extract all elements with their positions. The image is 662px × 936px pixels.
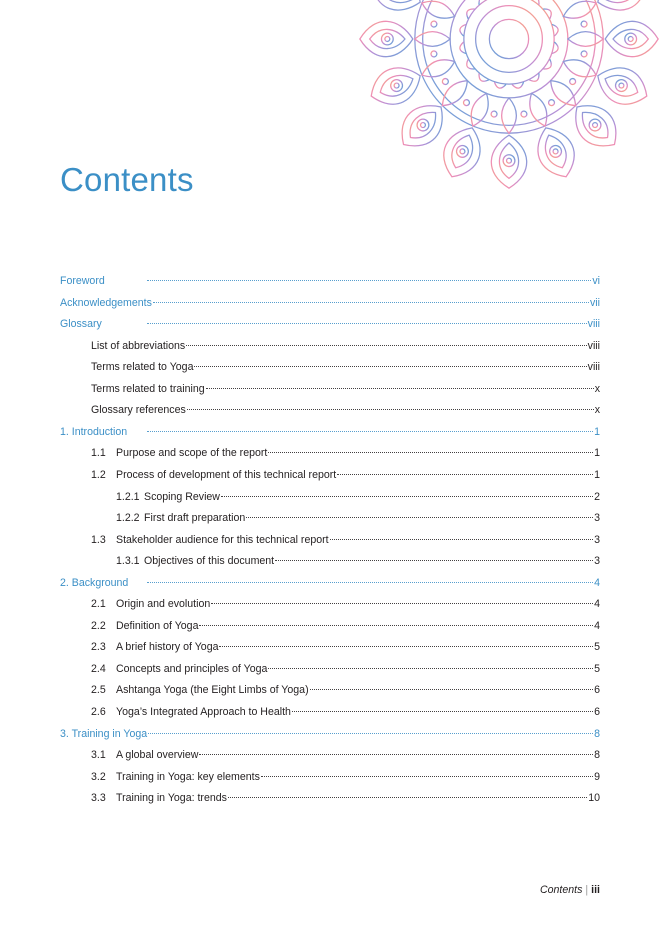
toc-dot-leader xyxy=(221,496,593,497)
toc-entry-label: Yoga’s Integrated Approach to Health xyxy=(116,706,291,718)
toc-entry-page: x xyxy=(594,404,600,417)
toc-entry[interactable] xyxy=(91,381,600,397)
toc-entry-page: 5 xyxy=(594,662,600,675)
toc-dot-leader xyxy=(153,302,589,303)
toc-entry-label: 3. Training in Yoga xyxy=(60,727,148,740)
toc-dot-leader xyxy=(268,668,593,669)
toc-entry-number: 3.2 xyxy=(91,770,106,783)
toc-dot-leader xyxy=(246,517,593,518)
toc-entry[interactable] xyxy=(91,747,600,763)
toc-entry[interactable] xyxy=(60,273,600,289)
toc-entry-label: Origin and evolution xyxy=(116,598,211,611)
toc-entry-page: 3 xyxy=(594,555,600,568)
toc-entry[interactable] xyxy=(91,402,600,418)
toc-entry-page: 1 xyxy=(594,447,600,460)
toc-dot-leader xyxy=(187,409,594,410)
toc-dot-leader xyxy=(261,776,593,777)
footer-page-number: iii xyxy=(591,884,600,896)
toc-entry-page: 3 xyxy=(594,512,600,525)
toc-dot-leader xyxy=(199,754,593,755)
toc-entry-label: First draft preparation xyxy=(144,512,246,525)
toc-entry-number: 2.1 xyxy=(91,598,106,611)
toc-dot-leader xyxy=(148,733,593,734)
toc-entry-label: Glossary xyxy=(60,318,102,331)
toc-entry-page: 2 xyxy=(594,490,600,503)
toc-dot-leader xyxy=(147,431,593,432)
toc-entry[interactable] xyxy=(60,424,600,440)
toc-entry-number: 2.2 xyxy=(91,619,106,632)
toc-entry-label: Concepts and principles of Yoga xyxy=(116,662,268,675)
toc-dot-leader xyxy=(211,603,593,604)
toc-entry[interactable] xyxy=(60,295,600,311)
toc-entry-page: 8 xyxy=(594,727,600,740)
toc-entry-page: 6 xyxy=(594,706,600,718)
toc-entry-label: A brief history of Yoga xyxy=(116,641,219,654)
toc-dot-leader xyxy=(186,345,586,346)
toc-dot-leader xyxy=(206,388,594,389)
toc-entry-label: 1. Introduction xyxy=(60,425,128,438)
toc-entry[interactable] xyxy=(91,359,600,375)
toc-dot-leader xyxy=(337,474,593,475)
toc-entry-label: Objectives of this document xyxy=(144,555,275,568)
toc-entry[interactable] xyxy=(116,510,600,526)
page-footer xyxy=(540,883,600,897)
toc-entry-label: Glossary references xyxy=(91,404,186,417)
toc-dot-leader xyxy=(228,797,587,798)
toc-entry[interactable] xyxy=(91,338,600,354)
toc-entry-page: 9 xyxy=(594,770,600,783)
toc-dot-leader xyxy=(199,625,593,626)
toc-entry[interactable] xyxy=(91,682,600,698)
toc-entry[interactable] xyxy=(60,575,600,591)
toc-entry-label: Purpose and scope of the report xyxy=(116,447,268,460)
toc-entry[interactable] xyxy=(60,316,600,332)
footer-separator: | xyxy=(585,884,589,896)
toc-entry-number: 2.6 xyxy=(91,706,106,718)
toc-entry[interactable] xyxy=(116,553,600,569)
toc-entry-number: 1.2.2 xyxy=(116,512,140,525)
toc-entry-label: Definition of Yoga xyxy=(116,619,199,632)
toc-entry-page: 4 xyxy=(594,576,600,589)
toc-entry-label: A global overview xyxy=(116,749,199,762)
toc-entry[interactable] xyxy=(91,790,600,806)
toc-dot-leader xyxy=(268,452,593,453)
toc-entry-page: vi xyxy=(592,275,600,287)
toc-dot-leader xyxy=(194,366,586,367)
toc-entry[interactable] xyxy=(91,639,600,655)
toc-entry-page: 1 xyxy=(594,425,600,438)
toc-entry-label: List of abbreviations xyxy=(91,339,186,352)
toc-entry-page: 1 xyxy=(594,468,600,481)
toc-entry-page: 4 xyxy=(594,598,600,611)
toc-entry-label: Training in Yoga: key elements xyxy=(116,770,260,783)
toc-entry[interactable] xyxy=(91,661,600,677)
toc-dot-leader xyxy=(219,646,593,647)
toc-entry-number: 3.1 xyxy=(91,749,106,762)
toc-dot-leader xyxy=(147,323,587,324)
toc-dot-leader xyxy=(310,689,593,690)
toc-entry[interactable] xyxy=(91,618,600,634)
toc-entry-label: Acknowledgements xyxy=(60,296,152,309)
toc-entry-label: Terms related to training xyxy=(91,382,205,395)
toc-dot-leader xyxy=(292,711,593,712)
toc-entry-page: 10 xyxy=(588,792,600,805)
toc-entry[interactable] xyxy=(116,489,600,505)
toc-entry[interactable] xyxy=(91,445,600,461)
toc-dot-leader xyxy=(275,560,593,561)
toc-entry[interactable] xyxy=(91,769,600,785)
toc-entry-label: Process of development of this technical report xyxy=(116,468,337,481)
page-title: Contents xyxy=(60,161,194,198)
toc-entry[interactable] xyxy=(60,726,600,742)
toc-entry-page: viii xyxy=(587,318,600,331)
toc-entry-number: 1.3.1 xyxy=(116,555,140,568)
toc-entry-page: vii xyxy=(589,296,600,309)
toc-entry-page: 5 xyxy=(594,641,600,654)
toc-entry-number: 1.1 xyxy=(91,447,106,460)
toc-entry-number: 1.3 xyxy=(91,533,106,546)
toc-entry-number: 2.3 xyxy=(91,641,106,654)
toc-entry-page: 3 xyxy=(594,533,600,546)
toc-entry-number: 1.2 xyxy=(91,468,106,481)
toc-entry-label: Training in Yoga: trends xyxy=(116,792,227,805)
toc-dot-leader xyxy=(147,582,593,583)
toc-entry-label: Terms related to Yoga xyxy=(91,361,194,374)
toc-entry-label: Scoping Review xyxy=(144,490,220,503)
toc-entry-number: 2.5 xyxy=(91,684,106,697)
toc-entry-number: 3.3 xyxy=(91,792,106,805)
toc-entry-page: 6 xyxy=(594,684,600,697)
toc-entry[interactable] xyxy=(91,532,600,548)
toc-entry[interactable] xyxy=(91,596,600,612)
toc-entry-label: Ashtanga Yoga (the Eight Limbs of Yoga) xyxy=(116,684,309,697)
toc-dot-leader xyxy=(147,280,591,281)
toc-entry[interactable] xyxy=(91,704,600,720)
toc-dot-leader xyxy=(330,539,594,540)
toc-entry-page: 8 xyxy=(594,749,600,762)
toc-entry[interactable] xyxy=(91,467,600,483)
toc-entry-page: x xyxy=(594,382,600,395)
toc-entry-label: Foreword xyxy=(60,275,105,287)
toc-entry-label: 2. Background xyxy=(60,576,129,589)
toc-entry-number: 2.4 xyxy=(91,662,106,675)
toc-entry-page: 4 xyxy=(594,619,600,632)
footer-section-name: Contents xyxy=(539,884,583,896)
toc-entry-label: Stakeholder audience for this technical report xyxy=(116,533,329,546)
toc-entry-number: 1.2.1 xyxy=(116,490,140,503)
toc-entry-page: viii xyxy=(587,361,600,374)
toc-entry-page: viii xyxy=(587,339,600,352)
